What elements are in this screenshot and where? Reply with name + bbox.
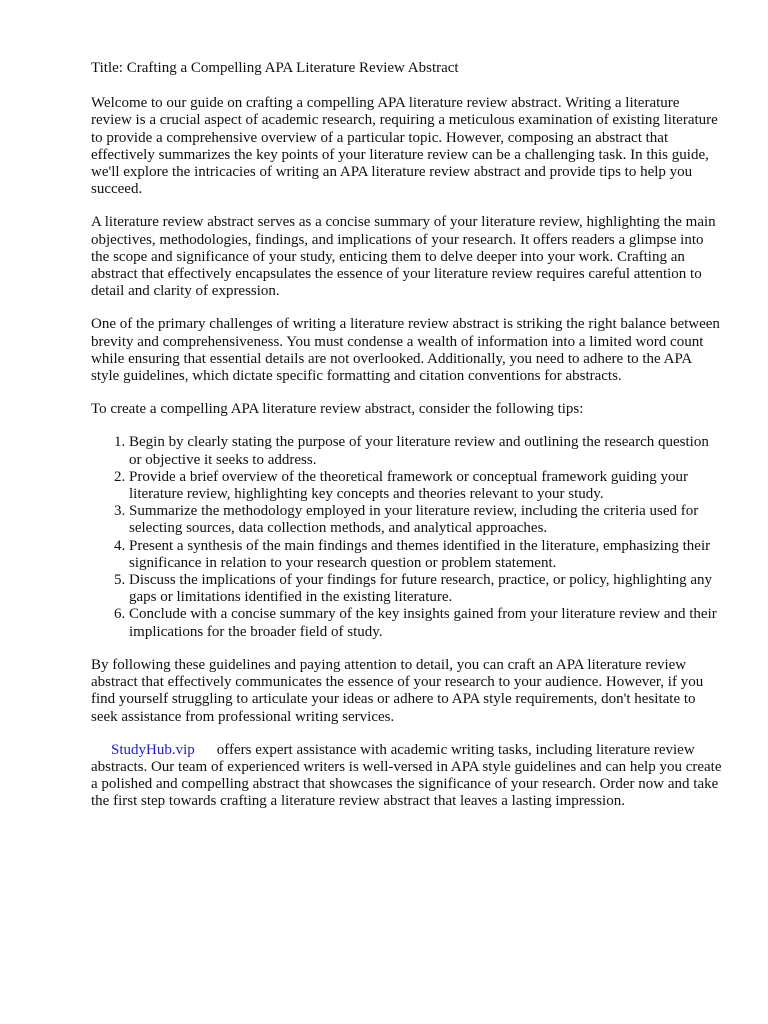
document-title: Title: Crafting a Compelling APA Literature Review Abstract (91, 60, 459, 76)
tips-list (91, 434, 723, 640)
list-item: 4. Present a synthesis of the main findings and themes identified in the literature, emphasizing their significance in relation to your research question or problem statement. (129, 538, 723, 572)
document-page (91, 60, 723, 827)
tips-intro-paragraph: To create a compelling APA literature review abstract, consider the following tips: (91, 401, 584, 418)
closing-paragraph: By following these guidelines and paying attention to detail, you can craft an APA literature review abstract that effectively communicates the essence of your research to your audience. However, if you find yourself struggling to articulate your ideas or adhere to APA style requirements, don't hesitate to seek assistance from professional writing services. (91, 656, 704, 725)
studyhub-link[interactable]: StudyHub.vip (111, 741, 195, 758)
list-item: 2. Provide a brief overview of the theoretical framework or conceptual framework guiding your literature review, highlighting key concepts and theories relevant to your study. (129, 469, 723, 503)
list-item: 1. Begin by clearly stating the purpose of your literature review and outlining the research question or objective it seeks to address. (129, 434, 723, 468)
definition-paragraph: A literature review abstract serves as a concise summary of your literature review, highlighting the main objectives, methodologies, findings, and implications of your research. It offers readers a glimpse into the scope and significance of your study, enticing them to delve deeper into your work. Crafting an abstract that effectively encapsulates the essence of your literature review requires careful attention to detail and clarity of expression. (91, 214, 716, 300)
intro-paragraph: Welcome to our guide on crafting a compelling APA literature review abstract. Writing a literature review is a crucial aspect of academic research, requiring a meticulous examination of existing literature to provide a comprehensive overview of a particular topic. However, composing an abstract that effectively summarizes the key points of your literature review can be a challenging task. In this guide, we'll explore the intricacies of writing an APA literature review abstract and provide tips to help you succeed. (91, 95, 718, 198)
list-item: 6. Conclude with a concise summary of the key insights gained from your literature review and their implications for the broader field of study. (129, 606, 723, 640)
list-item: 3. Summarize the methodology employed in your literature review, including the criteria used for selecting sources, data collection methods, and analytical approaches. (129, 503, 723, 537)
challenges-paragraph: One of the primary challenges of writing a literature review abstract is striking the right balance between brevity and comprehensiveness. You must condense a wealth of information into a limited word count while ensuring that essential details are not overlooked. Additionally, you need to adhere to the APA style guidelines, which dictate specific formatting and citation conventions for abstracts. (91, 316, 720, 385)
promo-paragraph (91, 742, 723, 811)
list-item: 5. Discuss the implications of your findings for future research, practice, or policy, highlighting any gaps or limitations identified in the existing literature. (129, 572, 723, 606)
promo-text: offers expert assistance with academic writing tasks, including literature review abstracts. Our team of experienced writers is well-versed in APA style guidelines and can help you create a polished and compelling abstract that showcases the significance of your research. Order now and take the first step towards crafting a literature review abstract that leaves a lasting impression. (91, 741, 722, 810)
